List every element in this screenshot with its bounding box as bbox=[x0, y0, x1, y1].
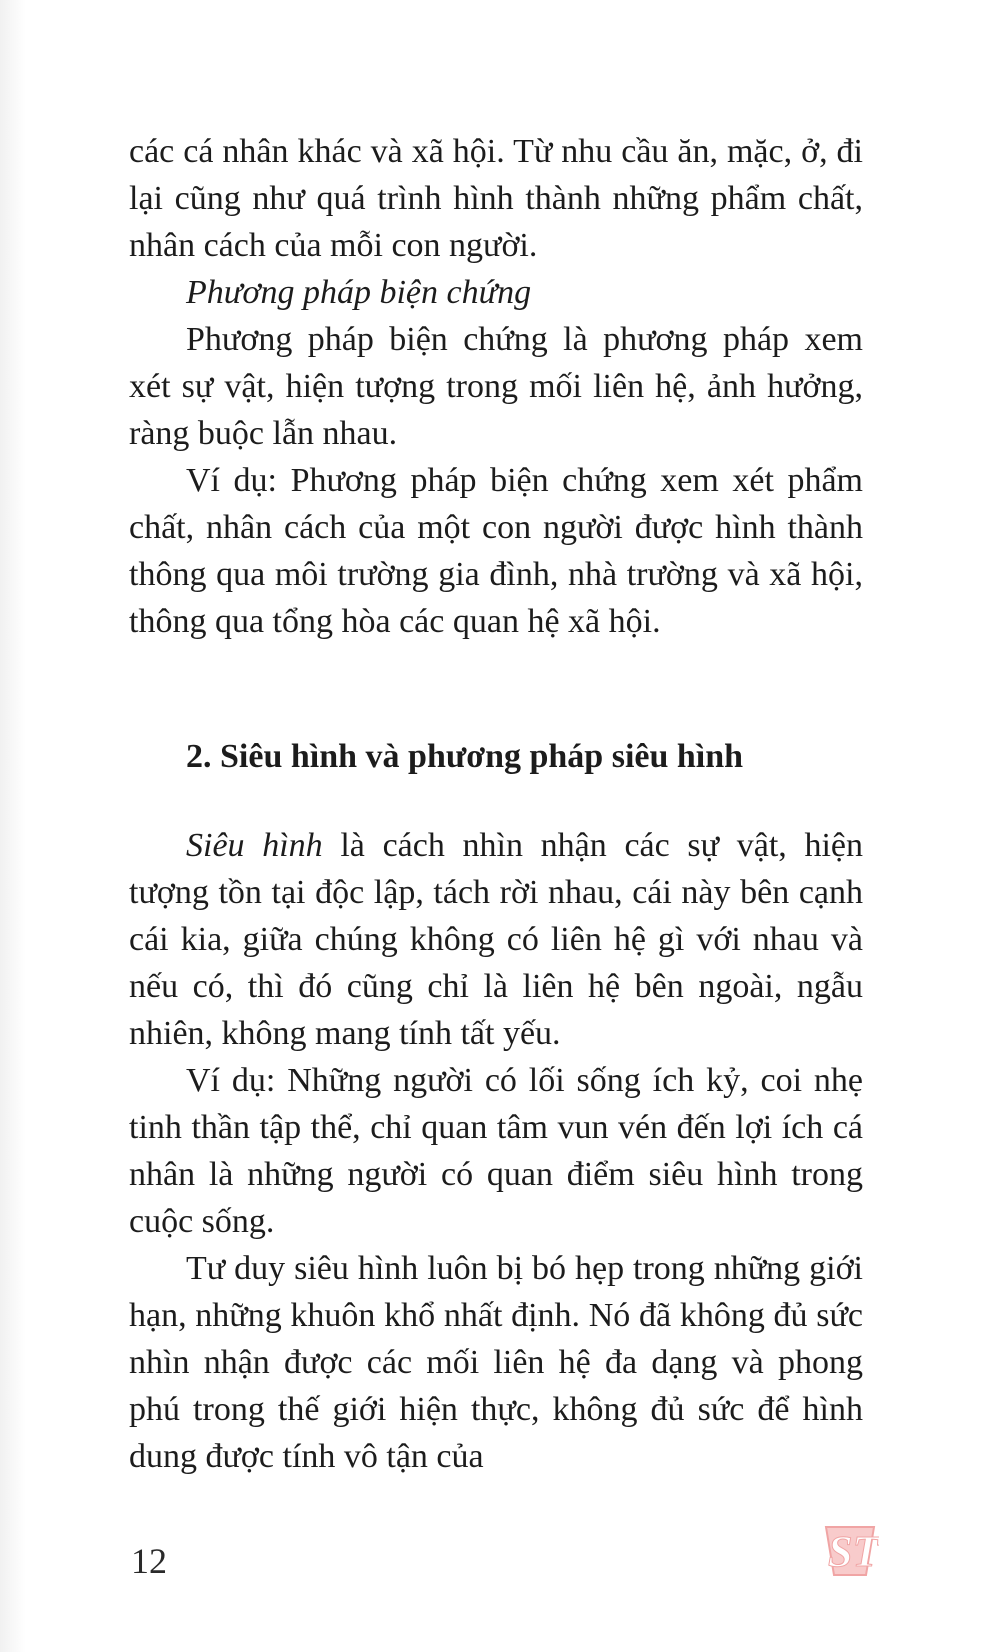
paragraph-example-2: Ví dụ: Những người có lối sống ích kỷ, coi nhẹ tinh thần tập thể, chỉ quan tâm vun vén đến lợi ích cá nhân là những người có quan điểm siêu hình trong cuộc sống. bbox=[129, 1062, 863, 1240]
term-italic: Siêu hình bbox=[186, 827, 323, 864]
publisher-st-logo-icon bbox=[821, 1523, 879, 1579]
paragraph-sieu-hinh-rest: là cách nhìn nhận các sự vật, hiện tượng tồn tại độc lập, tách rời nhau, cái này bên cạnh cái kia, giữa chúng không có liên hệ gì với nhau và nếu có, thì đó cũng chỉ là liên hệ bên ngoài, ngẫu nhiên, không mang tính tất yếu. bbox=[129, 827, 863, 1052]
paragraph-continuation: các cá nhân khác và xã hội. Từ nhu cầu ăn, mặc, ở, đi lại cũng như quá trình hình thành những phẩm chất, nhân cách của mỗi con người. bbox=[129, 133, 863, 264]
section-heading: 2. Siêu hình và phương pháp siêu hình bbox=[186, 738, 744, 775]
logo-letters: ST bbox=[828, 1527, 879, 1576]
paragraph-sieu-hinh bbox=[129, 822, 863, 1057]
page-text-block bbox=[129, 128, 863, 1480]
subheading-italic: Phương pháp biện chứng bbox=[186, 274, 532, 311]
paragraph-tu-duy: Tư duy siêu hình luôn bị bó hẹp trong những giới hạn, những khuôn khổ nhất định. Nó đã không đủ sức nhìn nhận được các mối liên hệ đa dạng và phong phú trong thế giới hiện thực, không đủ sức để hình dung được tính vô tận của bbox=[129, 1250, 863, 1475]
paragraph-example-1: Ví dụ: Phương pháp biện chứng xem xét phẩm chất, nhân cách của một con người được hình thành thông qua môi trường gia đình, nhà trường và xã hội, thông qua tổng hòa các quan hệ xã hội. bbox=[129, 462, 863, 640]
page-number: 12 bbox=[131, 1541, 167, 1581]
page-left-edge-shadow bbox=[0, 0, 26, 1652]
paragraph-definition: Phương pháp biện chứng là phương pháp xem xét sự vật, hiện tượng trong mối liên hệ, ảnh hưởng, ràng buộc lẫn nhau. bbox=[129, 321, 863, 452]
